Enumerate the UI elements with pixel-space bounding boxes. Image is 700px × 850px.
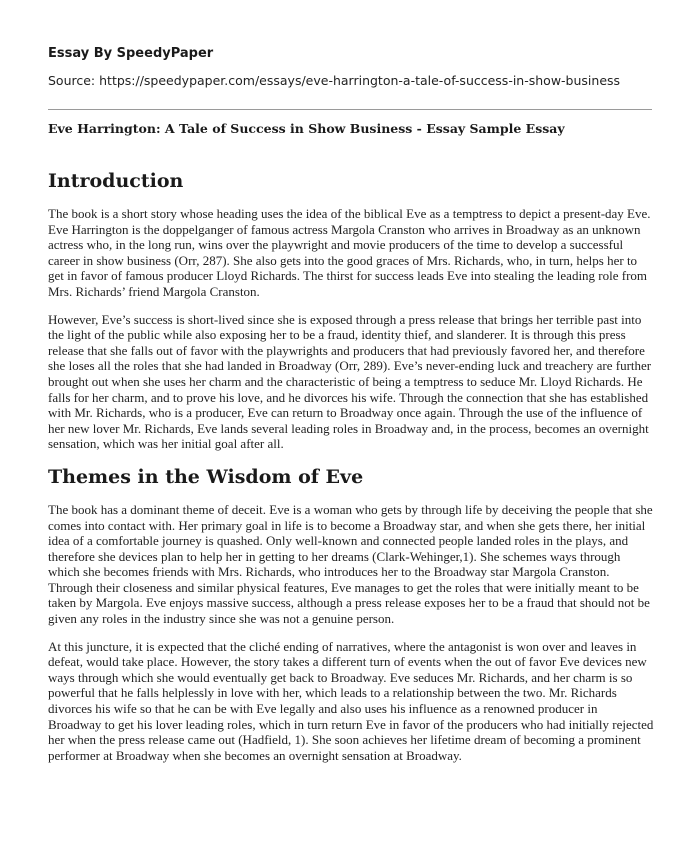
section-themes <box>48 464 654 764</box>
paragraph: The book has a dominant theme of deceit. Eve is a woman who gets by through life by deceiving the people that she comes into contact with. Her primary goal in life is to become a Broadway star, and when she gets there, her initial idea of a comfortable journey is quashed. Only well-known and connected people landed roles in the plays, and therefore she devices plan to help her in getting to her dreams (Clark-Wehinger,1). She schemes ways through which she becomes friends with Mrs. Richards, who introduces her to the Broadway star Margola Cranston. Through their closeness and similar physical features, Eve manages to get the roles that were initially meant to be taken by Margola. Eve enjoys massive success, although a press release exposes her to be a fraud that should not be given any roles in the industry since she was not a genuine person. <box>48 501 653 627</box>
site-name: Essay By SpeedyPaper <box>48 46 214 61</box>
essay-body <box>48 168 654 775</box>
paragraph: The book is a short story whose heading uses the idea of the biblical Eve as a temptress to depict a present-day Eve. Eve Harrington is the doppelganger of famous actress Margola Cranston who arrives in Broadway as an unknown actress who, in the long run, wins over the playwright and movie producers of the time to develop a successful career in show business (Orr, 287). She also gets into the good graces of Mrs. Richards, who, in turn, helps her to get in favor of famous producer Lloyd Richards. The thirst for success leads Eve into stealing the leading role from Mrs. Richards’ friend Margola Cranston. <box>48 206 651 299</box>
section-introduction <box>48 168 654 452</box>
header-divider <box>48 109 652 110</box>
section-heading: Introduction <box>48 170 184 192</box>
essay-title: Eve Harrington: A Tale of Success in Show Business - Essay Sample Essay <box>48 121 565 136</box>
section-heading: Themes in the Wisdom of Eve <box>48 465 364 488</box>
paragraph: At this juncture, it is expected that the cliché ending of narratives, where the antagonist is won over and leaves in defeat, would take place. However, the story takes a different turn of events when the out of favor Eve devices new ways through which she would eventually get back to Broadway. Eve seduces Mr. Richards, and her charm is so powerful that he falls helplessly in love with her, which leads to a relationship between the two. Mr. Richards divorces his wife so that he can be with Eve legally and also uses his influence as a renowned producer in Broadway to get his lover leading roles, which in turn return Eve in favor of the producers who had initially rejected her when the press release came out (Hadfield, 1). She soon achieves her lifetime dream of becoming a prominent performer at Broadway when she becomes an overnight sensation at Broadway. <box>48 638 654 763</box>
source-url: Source: https://speedypaper.com/essays/eve-harrington-a-tale-of-success-in-show-business <box>48 73 621 88</box>
paragraph: However, Eve’s success is short-lived since she is exposed through a press release that brings her terrible past into the light of the public while also exposing her to be a fraud, identity thief, and slanderer. It is through this press release that she falls out of favor with the playwrights and producers that had previously favored her, and therefore she loses all the roles that she had landed in Broadway (Orr, 289). Eve’s never-ending luck and treachery are further brought out when she uses her charm and the characteristic of being a temptress to seduce Mr. Lloyd Richards. He falls for her charm, and to prove his love, and he divorces his wife. Through the connection that she has established with Mr. Richards, who is a producer, Eve can return to Broadway once again. Through the use of the influence of her new lover Mr. Richards, Eve lands several leading roles in Broadway and, in the process, becomes an overnight sensation, which was her initial goal after all. <box>48 311 652 452</box>
